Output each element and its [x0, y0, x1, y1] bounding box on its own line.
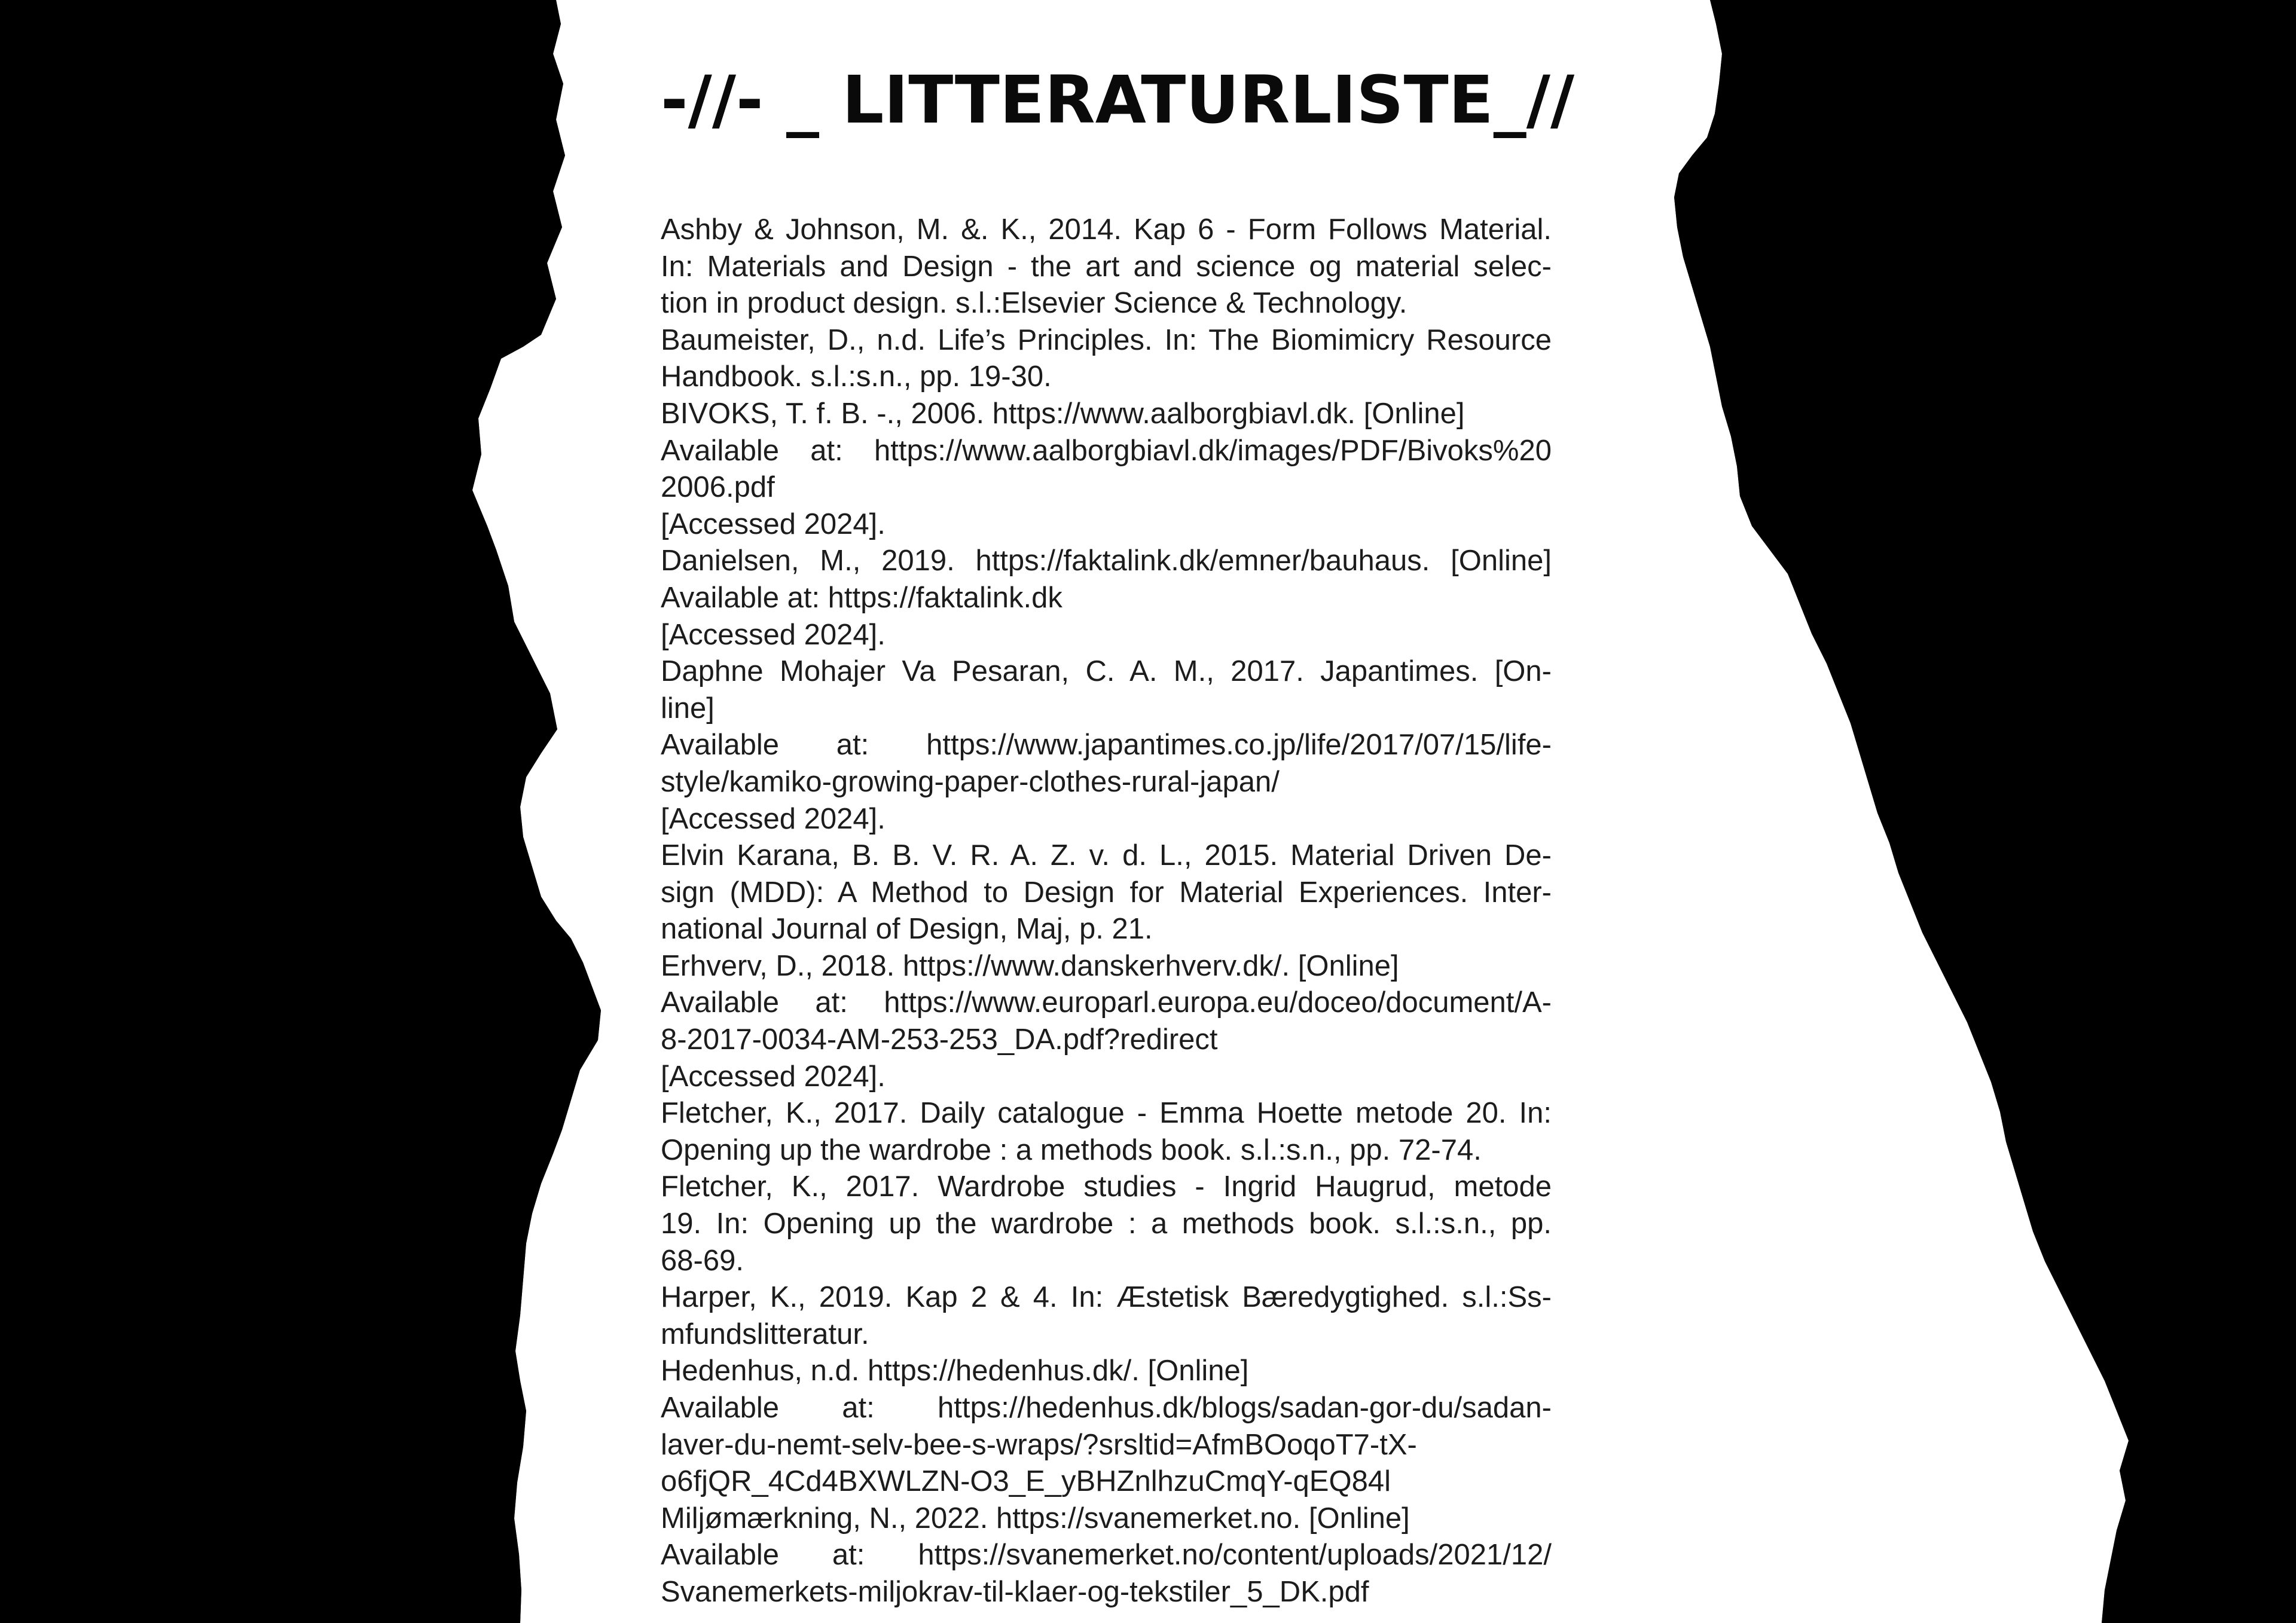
reference-line: Handbook. s.l.:s.n., pp. 19-30. [661, 360, 1052, 393]
reference-line: Daphne Mohajer Va Pesaran, C. A. M., 2017. Japantimes. [On- [661, 655, 1552, 688]
reference-line: Available at: https://www.europarl.europa.eu/doceo/document/A- [661, 986, 1552, 1019]
reference-line: o6fjQR_4Cd4BXWLZN-O3_E_yBHZnlhzuCmqY-qEQ84l [661, 1465, 1391, 1498]
reference-line: In: Materials and Design - the art and science og material selec- [661, 250, 1552, 283]
reference-line: national Journal of Design, Maj, p. 21. [661, 913, 1153, 946]
reference-line: Miljømærkning, N., 2022. https://svanemerket.no. [Online] [661, 1502, 1410, 1535]
reference-list [661, 212, 1552, 1623]
page-title: -//- _ LITTERATURLISTE_// [661, 62, 1575, 138]
reference-line: Available at: https://www.aalborgbiavl.dk/images/PDF/Bivoks%20 [661, 434, 1552, 467]
reference-line: Available at: https://www.japantimes.co.jp/life/2017/07/15/life- [661, 729, 1552, 762]
reference-line: Danielsen, M., 2019. https://faktalink.dk/emner/bauhaus. [Online] [661, 545, 1552, 577]
reference-line: Ashby & Johnson, M. &. K., 2014. Kap 6 - Form Follows Material. [661, 213, 1552, 246]
reference-line: Available at: https://hedenhus.dk/blogs/sadan-gor-du/sadan- [661, 1392, 1552, 1424]
reference-line: Available at: https://faktalink.dk [661, 581, 1062, 614]
reference-line: Erhverv, D., 2018. https://www.danskerhverv.dk/. [Online] [661, 949, 1399, 982]
reference-line: tion in product design. s.l.:Elsevier Science & Technology. [661, 287, 1407, 320]
reference-line: 2006.pdf [661, 471, 775, 504]
reference-line: mfundslitteratur. [661, 1318, 869, 1350]
reference-line: Elvin Karana, B. B. V. R. A. Z. v. d. L., 2015. Material Driven De- [661, 839, 1552, 872]
reference-line: Opening up the wardrobe : a methods book. s.l.:s.n., pp. 72-74. [661, 1133, 1482, 1166]
reference-line: [Accessed 2024]. [661, 802, 886, 835]
reference-line: laver-du-nemt-selv-bee-s-wraps/?srsltid=AfmBOoqoT7-tX- [661, 1428, 1417, 1461]
right-torn-paper [1674, 0, 2296, 1623]
reference-line: Hedenhus, n.d. https://hedenhus.dk/. [Online] [661, 1355, 1249, 1387]
reference-line: [Accessed 2024]. [661, 508, 886, 540]
reference-line: [Accessed 2024]. [661, 1060, 886, 1093]
reference-line: [Accessed 2024]. [661, 618, 886, 651]
reference-line: 68-69. [661, 1244, 744, 1277]
reference-line: Fletcher, K., 2017. Daily catalogue - Emma Hoette metode 20. In: [661, 1097, 1552, 1130]
reference-line: sign (MDD): A Method to Design for Material Experiences. Inter- [661, 876, 1552, 909]
reference-line: Harper, K., 2019. Kap 2 & 4. In: Æstetisk Bæredygtighed. s.l.:Ss- [661, 1281, 1552, 1314]
reference-line: line] [661, 692, 715, 725]
reference-line: style/kamiko-growing-paper-clothes-rural-japan/ [661, 765, 1280, 798]
reference-line: 19. In: Opening up the wardrobe : a methods book. s.l.:s.n., pp. [661, 1208, 1552, 1240]
reference-line: Available at: https://svanemerket.no/content/uploads/2021/12/ [661, 1539, 1552, 1572]
left-torn-paper [0, 0, 601, 1623]
reference-line: 8-2017-0034-AM-253-253_DA.pdf?redirect [661, 1023, 1218, 1056]
reference-line: BIVOKS, T. f. B. -., 2006. https://www.aalborgbiavl.dk. [Online] [661, 397, 1465, 430]
reference-line: Fletcher, K., 2017. Wardrobe studies - Ingrid Haugrud, metode [661, 1170, 1552, 1203]
reference-line: Svanemerkets-miljokrav-til-klaer-og-tekstiler_5_DK.pdf [661, 1575, 1369, 1608]
reference-line: Baumeister, D., n.d. Life’s Principles. In: The Biomimicry Resource [661, 323, 1552, 356]
